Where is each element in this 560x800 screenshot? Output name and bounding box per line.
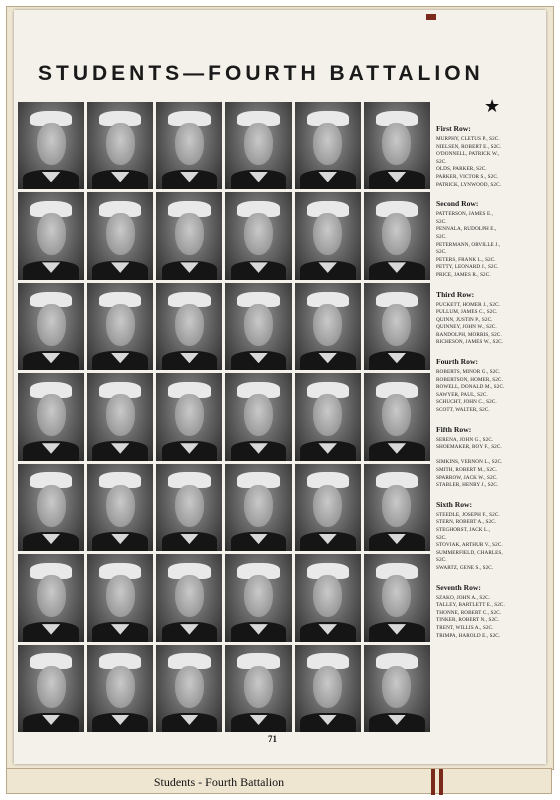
caption-title: Students - Fourth Battalion bbox=[153, 775, 285, 789]
student-portrait bbox=[225, 102, 291, 189]
row-group bbox=[436, 425, 544, 490]
student-name: PRICE, JAMES R., S2C. bbox=[436, 271, 491, 278]
portrait-face bbox=[382, 123, 411, 165]
student-portrait bbox=[156, 102, 222, 189]
student-name: ROBERTSON, HOMER, S2C. bbox=[436, 376, 503, 383]
student-portrait bbox=[364, 192, 430, 279]
student-portrait bbox=[87, 283, 153, 370]
student-name: ROBERTS, MINOR G., S2C. bbox=[436, 369, 501, 376]
student-portrait bbox=[364, 554, 430, 641]
row-title: Seventh Row: bbox=[436, 582, 481, 592]
portrait-face bbox=[244, 666, 273, 708]
student-name: SZAKO, JOHN A., S2C. bbox=[436, 594, 491, 601]
student-name: MURPHY, CLETUS P., S2C. bbox=[436, 136, 500, 142]
student-name: SHOEMAKER, ROY F., S2C. bbox=[436, 444, 502, 451]
portrait-face bbox=[313, 485, 342, 527]
name-list bbox=[436, 124, 544, 650]
student-portrait bbox=[18, 645, 84, 732]
student-portrait bbox=[18, 373, 84, 460]
student-portrait bbox=[295, 373, 361, 460]
portrait-face bbox=[106, 304, 135, 346]
page-title: STUDENTS—FOURTH BATTALION bbox=[38, 62, 484, 85]
portrait-face bbox=[382, 213, 411, 255]
student-name bbox=[436, 452, 544, 460]
student-name: S2C. bbox=[436, 557, 447, 564]
portrait-face bbox=[382, 666, 411, 708]
student-portrait bbox=[156, 192, 222, 279]
student-name: PULLUM, JAMES C., S2C. bbox=[436, 309, 498, 316]
student-portrait bbox=[364, 373, 430, 460]
portrait-face bbox=[175, 666, 204, 708]
row-title: First Row: bbox=[436, 124, 471, 133]
portrait-face bbox=[244, 394, 273, 436]
portrait-face bbox=[175, 213, 204, 255]
row-group bbox=[436, 199, 544, 279]
yearbook-page bbox=[14, 10, 546, 764]
student-name: SAWYER, PAUL, S2C. bbox=[436, 391, 488, 398]
student-name: STEEDLE, JOSEPH F., S2C. bbox=[436, 511, 500, 518]
portrait-face bbox=[37, 123, 66, 165]
caption-bar bbox=[6, 768, 552, 794]
student-portrait bbox=[364, 283, 430, 370]
student-name: RICHESON, JAMES W., S2C. bbox=[436, 339, 504, 346]
portrait-face bbox=[37, 575, 66, 617]
portrait-face bbox=[37, 485, 66, 527]
page-number: 71 bbox=[268, 734, 277, 744]
portrait-face bbox=[244, 304, 273, 346]
student-name: NIELSEN, ROBERT E., S2C. bbox=[436, 143, 502, 150]
portrait-face bbox=[106, 575, 135, 617]
portrait-face bbox=[382, 304, 411, 346]
portrait-face bbox=[175, 394, 204, 436]
portrait-face bbox=[313, 213, 342, 255]
portrait-face bbox=[313, 123, 342, 165]
student-name: TINKER, ROBERT N., S2C. bbox=[436, 617, 500, 624]
student-portrait bbox=[156, 283, 222, 370]
student-portrait bbox=[156, 464, 222, 551]
student-name: PARKER, VICTOR S., S2C. bbox=[436, 173, 499, 180]
portrait-face bbox=[175, 304, 204, 346]
student-name: S2C. bbox=[436, 158, 447, 165]
row-title: Fifth Row: bbox=[436, 424, 472, 434]
portrait-face bbox=[244, 213, 273, 255]
student-name: SPARROW, JACK W., S2C. bbox=[436, 474, 498, 481]
student-portrait bbox=[295, 102, 361, 189]
student-name: O'DONNELL, PATRICK W., bbox=[436, 151, 500, 158]
student-name: STERN, ROBERT A., S2C. bbox=[436, 519, 497, 526]
student-portrait bbox=[225, 283, 291, 370]
portrait-face bbox=[175, 123, 204, 165]
row-title: Sixth Row: bbox=[436, 499, 473, 509]
student-name: THONNE, ROBERT C., S2C. bbox=[436, 609, 502, 616]
portrait-face bbox=[175, 575, 204, 617]
student-name: STOVIAK, ARTHUR V., S2C. bbox=[436, 542, 503, 549]
student-portrait bbox=[364, 464, 430, 551]
caption-divider bbox=[431, 769, 435, 795]
top-ornament bbox=[426, 14, 436, 20]
portrait-face bbox=[37, 213, 66, 255]
row-title: Fourth Row: bbox=[436, 357, 478, 367]
portrait-face bbox=[106, 666, 135, 708]
student-name: RANDOLPH, MORRIS, S2C. bbox=[436, 331, 502, 338]
portrait-face bbox=[244, 123, 273, 165]
student-name: PETERMANN, ORVILLE J., bbox=[436, 241, 501, 248]
student-name: PETERS, FRANK L., S2C. bbox=[436, 256, 496, 263]
student-name: PENNALA, RUDOLPH E., bbox=[436, 226, 497, 233]
student-portrait bbox=[225, 192, 291, 279]
student-portrait bbox=[18, 283, 84, 370]
student-name: S2C. bbox=[436, 218, 447, 225]
student-portrait bbox=[18, 554, 84, 641]
student-name: S2C. bbox=[436, 534, 447, 541]
student-name: S2C. bbox=[436, 233, 447, 240]
portrait-face bbox=[313, 394, 342, 436]
student-portrait bbox=[364, 645, 430, 732]
portrait-grid bbox=[18, 102, 430, 732]
student-name: TRENT, WILLIS A., S2C. bbox=[436, 624, 494, 631]
student-name: ROWELL, DONALD M., S2C. bbox=[436, 384, 505, 391]
student-name: SCOTT, WALTER, S2C. bbox=[436, 407, 490, 414]
row-group bbox=[436, 290, 544, 348]
portrait-face bbox=[37, 394, 66, 436]
student-name: SMITH, ROBERT M., S2C. bbox=[436, 467, 498, 473]
student-name: PUCKETT, HOMER J., S2C. bbox=[436, 301, 501, 308]
student-portrait bbox=[87, 373, 153, 460]
student-portrait bbox=[87, 645, 153, 732]
row-group bbox=[436, 357, 544, 415]
student-name: PETTY, LEONARD J., S2C. bbox=[436, 264, 499, 271]
portrait-face bbox=[106, 123, 135, 165]
row-title: Second Row: bbox=[436, 199, 479, 209]
row-group bbox=[436, 124, 544, 189]
caption-divider bbox=[439, 769, 443, 795]
student-portrait bbox=[18, 464, 84, 551]
student-portrait bbox=[87, 192, 153, 279]
portrait-face bbox=[244, 485, 273, 527]
student-portrait bbox=[18, 192, 84, 279]
student-name: S2C. bbox=[436, 249, 447, 256]
student-name: SCHUCHT, JOHN C., S2C. bbox=[436, 399, 497, 406]
student-portrait bbox=[156, 373, 222, 460]
student-name: OLDS, PARKER, S2C. bbox=[436, 166, 487, 173]
student-portrait bbox=[87, 464, 153, 551]
portrait-face bbox=[313, 575, 342, 617]
row-group bbox=[436, 583, 544, 641]
student-portrait bbox=[295, 464, 361, 551]
portrait-face bbox=[244, 575, 273, 617]
student-name: PATRICK, LYNWOOD, S2C. bbox=[436, 181, 502, 188]
portrait-face bbox=[37, 304, 66, 346]
student-name: STEGHORST, JACK L., bbox=[436, 526, 491, 533]
student-name: SUMMERFIELD, CHARLES, bbox=[436, 549, 503, 556]
student-portrait bbox=[295, 645, 361, 732]
student-portrait bbox=[87, 554, 153, 641]
student-name: QUINNEY, JOHN W., S2C. bbox=[436, 324, 497, 331]
student-portrait bbox=[225, 554, 291, 641]
portrait-face bbox=[106, 394, 135, 436]
student-portrait bbox=[295, 283, 361, 370]
portrait-face bbox=[382, 575, 411, 617]
student-portrait bbox=[225, 645, 291, 732]
student-name: QUINN, JUSTIN P., S2C. bbox=[436, 316, 493, 323]
student-name: SIMKINS, VERNON L., S2C. bbox=[436, 459, 503, 466]
student-name: TALLEY, BARTLETT E., S2C. bbox=[436, 602, 505, 609]
student-portrait bbox=[156, 645, 222, 732]
portrait-face bbox=[313, 666, 342, 708]
student-portrait bbox=[87, 102, 153, 189]
portrait-face bbox=[106, 485, 135, 527]
portrait-face bbox=[382, 485, 411, 527]
student-name: PATTERSON, JAMES E., bbox=[436, 211, 494, 218]
portrait-face bbox=[106, 213, 135, 255]
student-portrait bbox=[18, 102, 84, 189]
student-portrait bbox=[225, 464, 291, 551]
portrait-face bbox=[313, 304, 342, 346]
student-portrait bbox=[225, 373, 291, 460]
student-portrait bbox=[156, 554, 222, 641]
row-group bbox=[436, 500, 544, 573]
portrait-face bbox=[382, 394, 411, 436]
student-portrait bbox=[295, 192, 361, 279]
star-icon: ★ bbox=[484, 96, 501, 116]
student-name: TRIMPA, HAROLD E., S2C. bbox=[436, 632, 501, 639]
student-portrait bbox=[295, 554, 361, 641]
student-name: SERENA, JOHN G., S2C. bbox=[436, 436, 494, 443]
row-title: Third Row: bbox=[436, 289, 475, 299]
student-name: STABLER, HENRY J., S2C. bbox=[436, 482, 499, 489]
portrait-face bbox=[175, 485, 204, 527]
student-name: SWARTZ, GENE S., S2C. bbox=[436, 564, 494, 571]
student-portrait bbox=[364, 102, 430, 189]
portrait-face bbox=[37, 666, 66, 708]
